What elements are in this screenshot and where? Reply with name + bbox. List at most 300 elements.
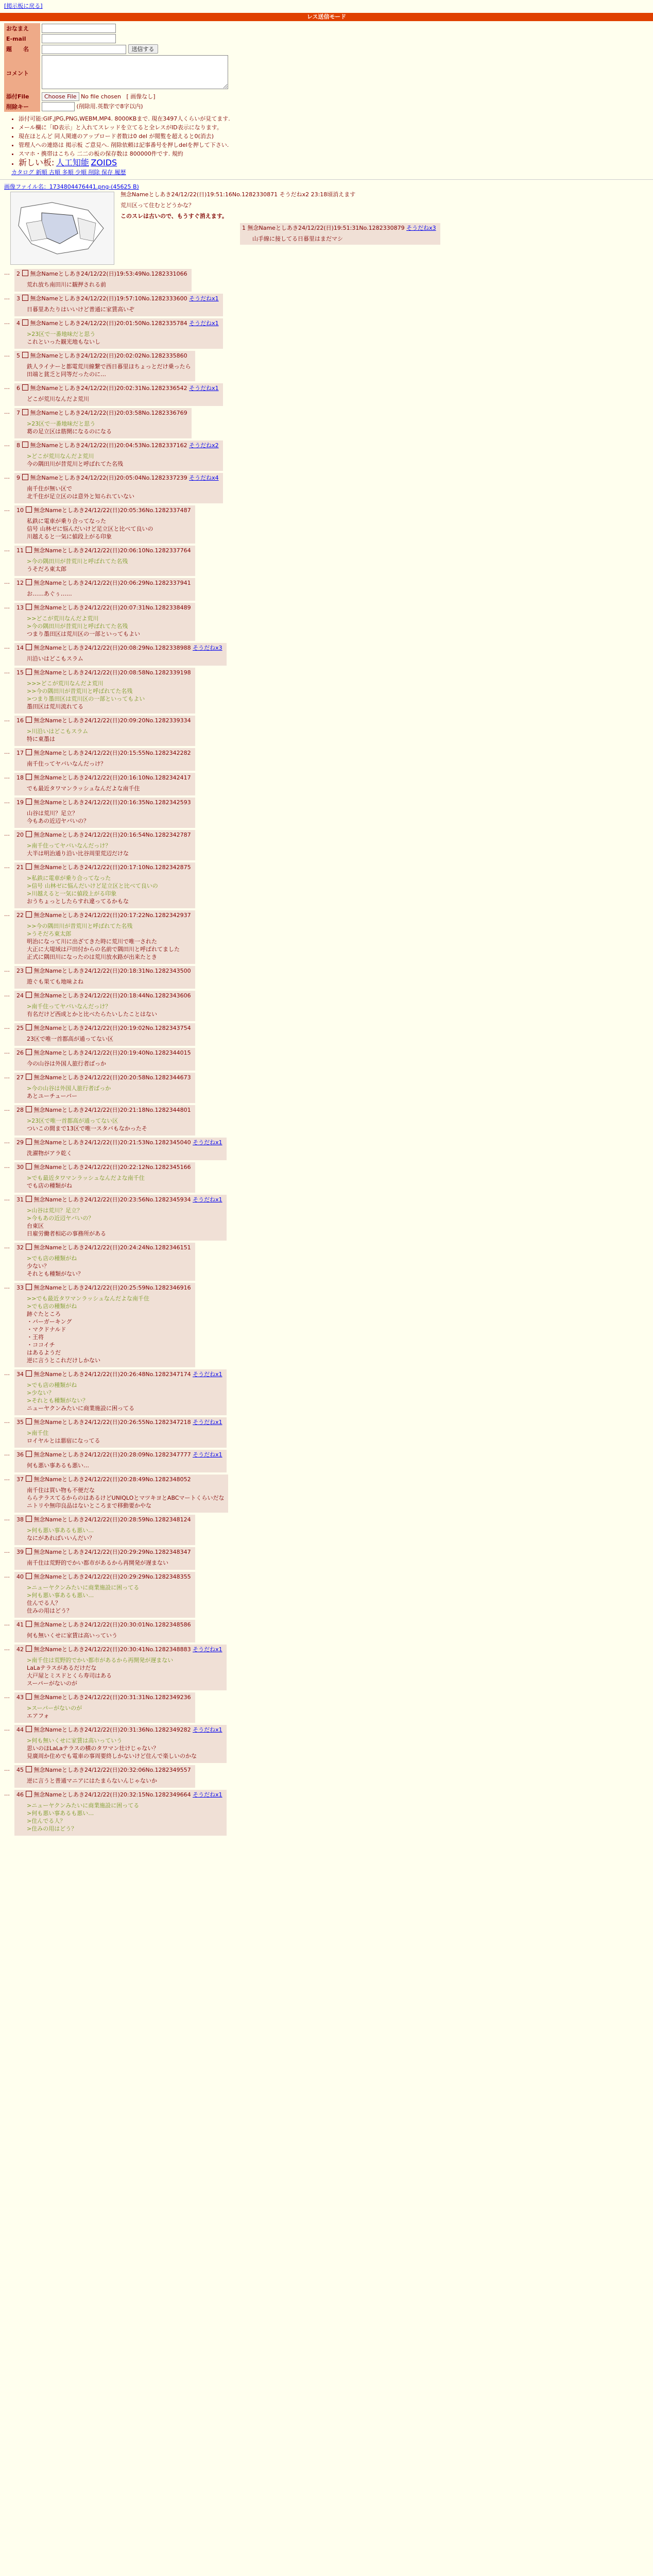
quote-line: >つまり墨田区は荒川区の一部といってもよい [27,696,145,702]
no-image-checkbox-label[interactable]: [ 画像なし] [126,93,156,100]
reply-row [4,1620,653,1642]
reply-line: 今もあの近辺ヤバいの？ [27,818,89,824]
quote-line: >川越えると一気に値段上がる印象 [27,890,117,897]
reply-line: 有名だけど西成とかと比べたらたいしたことはない [27,1011,157,1018]
reply-line: 大半は明治通り沿い比谷周里荒辺だけな [27,850,129,857]
delete-checkbox-icon[interactable] [26,547,32,553]
reply-header [16,1621,191,1629]
quote-line: >住んでる人？ [27,1818,66,1824]
reply-meta: 無念Nameとしあき24/12/22(日)20:05:36No.1282337487 [33,507,191,514]
delete-checkbox-icon[interactable] [26,799,32,805]
reply-meta: 無念Nameとしあき24/12/22(日)20:09:20No.1282339334 [33,717,191,724]
back-to-board-link[interactable]: [掲示板に戻る] [4,3,43,9]
reply-meta: 無念Nameとしあき24/12/22(日)20:31:36No.1282349282 [33,1726,191,1733]
delete-checkbox-icon[interactable] [22,384,28,391]
reply-meta: 無念Nameとしあき24/12/22(日)19:53:49No.1282331066 [30,270,187,277]
delete-checkbox-icon[interactable] [22,270,28,276]
reply-line: おうちょっとしたらすれ違ってるかもな [27,898,129,905]
reply-number: 31 [16,1196,26,1203]
reply-marker: … [4,409,10,415]
reply-meta: 無念Nameとしあき24/12/22(日)20:01:50No.1282335784 [30,320,187,327]
reply-box [14,1162,195,1193]
first-reply-body: 山手線に接してる日暮里はまだマシ [252,235,343,242]
reply-marker: … [4,1790,10,1797]
quote-line: >>今の隅田川が昔荒川と呼ばれてた名残 [27,688,133,694]
note-item: • メール欄に「ID表示」と入れてスレッドを立てると全レスがID表示になります。 [19,124,653,131]
reply-line: 逆に言うとこれだけしかない [27,1357,100,1364]
reply-number: 10 [16,507,26,514]
reply-marker: … [4,506,10,513]
reply-header [16,1163,191,1171]
delete-checkbox-icon[interactable] [22,409,28,415]
sodane-button[interactable]: そうだねx1 [193,1451,222,1458]
reply-line: どこが荒川なんだよ荒川 [27,396,89,402]
reply-body [27,1255,191,1278]
reply-number: 9 [16,474,22,481]
delkey-label: 削除キー [4,101,40,112]
reply-box [14,383,223,406]
reply-line: はあるようだ [27,1349,61,1356]
delete-checkbox-icon[interactable] [26,579,32,585]
subject-input[interactable] [42,45,126,54]
delete-checkbox-icon[interactable] [26,967,32,973]
delete-checkbox-icon[interactable] [22,319,28,326]
reply-line: スーパーがないのが [27,1680,77,1687]
delete-checkbox-icon[interactable] [26,1621,32,1627]
reply-box [14,1195,227,1241]
reply-header [16,1196,222,1204]
sodane-button[interactable]: そうだねx1 [193,1196,222,1203]
reply-number: 13 [16,604,26,611]
delete-checkbox-icon[interactable] [26,1163,32,1170]
reply-line: 私鉄に電車が乗り合ってなった [27,518,106,524]
reply-row [4,1195,653,1241]
delete-checkbox-icon[interactable] [22,442,28,448]
reply-line: 住みの用はどう？ [27,1607,72,1614]
reply-line: 南千住が無い区で [27,485,72,492]
quote-line: >どこが荒川なんだよ荒川 [27,453,94,460]
reply-marker: … [4,1138,10,1145]
delete-checkbox-icon[interactable] [26,1049,32,1055]
reply-row [4,408,653,438]
reply-header [16,1548,191,1556]
reply-marker: … [4,1418,10,1425]
reply-line: 荒れ放ち南田川に観押される前 [27,281,106,288]
reply-header [16,474,219,482]
reply-body [27,1381,222,1412]
delete-checkbox-icon[interactable] [26,1284,32,1290]
reply-meta: 無念Nameとしあき24/12/22(日)20:05:04No.1282337239 [30,474,187,481]
reply-header [16,1370,222,1378]
reply-header [16,1516,191,1523]
reply-line: ・バーガーキング [27,1318,72,1325]
reply-box [14,1692,195,1723]
reply-line: 逆に言うと普通マニアにはたまらないんじゃないか [27,1777,157,1784]
delete-checkbox-icon[interactable] [22,352,28,358]
sodane-button[interactable]: そうだねx1 [189,385,219,392]
delete-checkbox-icon[interactable] [26,1548,32,1554]
reply-body [27,874,191,905]
reply-marker: … [4,546,10,553]
top-bar [0,0,653,10]
sodane-button[interactable]: そうだねx3 [193,645,222,651]
quote-line: >ニューヤクンみたいに商業施設に困ってる [27,1802,140,1809]
reply-marker: … [4,1195,10,1202]
sodane-button[interactable]: そうだねx1 [193,1646,222,1653]
reply-body [27,842,191,857]
delete-checkbox-icon[interactable] [26,863,32,870]
quote-line: >>どこが荒川なんだよ荒川 [27,615,99,622]
submit-button[interactable]: 送信する [128,44,158,54]
reply-meta: 無念Nameとしあき24/12/22(日)20:16:54No.1282342787 [33,832,191,838]
catalog-links: カタログ 新順 古順 多順 少順 削除 保存 履歴 [11,169,126,176]
reply-header [16,1573,191,1581]
reply-row [4,862,653,908]
sodane-button[interactable]: そうだねx1 [189,295,219,302]
subject-label: 題 名 [4,44,40,55]
sodane-button[interactable]: そうだねx1 [193,1139,222,1146]
delete-checkbox-icon[interactable] [26,1516,32,1522]
choose-file-button[interactable]: Choose File [42,92,79,101]
reply-meta: 無念Nameとしあき24/12/22(日)20:02:31No.1282336542 [30,385,187,392]
delete-checkbox-icon[interactable] [26,911,32,918]
reply-row [4,1692,653,1723]
reply-marker: … [4,1620,10,1627]
reply-marker: … [4,1163,10,1170]
reply-body [27,1060,191,1067]
reply-body [27,1777,191,1785]
reply-row [4,294,653,316]
reply-number: 22 [16,912,26,919]
reply-line: 南千住は買い物も不便だな [27,1487,95,1494]
reply-line: つまり墨田区は荒川区の一部といってもよい [27,631,140,637]
reply-row [4,383,653,406]
notes-list [11,115,653,176]
reply-line: でも最近タワマンラッシュなんだよな南千住 [27,785,140,792]
op-warning: このスレは古いので、もうすぐ消えます。 [121,213,228,219]
reply-body [27,420,187,435]
reply-body [27,363,191,378]
reply-line: 思いのほLaLaテラスの横のタワマン壮けじゃない？ [27,1745,159,1752]
reply-line: 23区で唯一首都高が通ってない区 [27,1036,113,1042]
name-label: おなまえ [4,23,40,33]
reply-box [14,473,223,503]
reply-number: 19 [16,799,26,806]
reply-meta: 無念Nameとしあき24/12/22(日)20:19:40No.1282344015 [33,1049,191,1056]
delete-checkbox-icon[interactable] [26,1693,32,1700]
reply-header [16,1244,191,1251]
reply-row [4,578,653,601]
quote-line: >でも店の種類がね [27,1255,77,1262]
reply-header [16,1106,191,1114]
reply-marker: … [4,441,10,448]
reply-header [16,717,191,724]
reply-body [27,1429,222,1445]
reply-meta: 無念Nameとしあき24/12/22(日)20:17:22No.1282342937 [33,912,191,919]
reply-row [4,440,653,471]
reply-number: 7 [16,410,22,416]
reply-body [27,1149,222,1157]
reply-meta: 無念Nameとしあき24/12/22(日)20:21:18No.1282344801 [33,1107,191,1113]
reply-line: 見廣周か住めでも電車の事周要終しかないけど住んで楽しいのかな [27,1753,197,1759]
reply-row [4,1572,653,1618]
delkey-input[interactable] [42,102,75,111]
reply-box [14,408,192,438]
quote-line: >南千住ってヤバいなんだっけ？ [27,1003,111,1010]
reply-box [14,269,192,292]
delete-checkbox-icon[interactable] [26,1418,32,1425]
reply-row [4,1369,653,1415]
reply-body [27,1003,191,1018]
reply-line: LaLaテラスがあるだけだな [27,1665,97,1671]
reply-body [27,281,187,289]
quote-line: >それとも種類がない？ [27,1397,89,1404]
quote-line: >スーパーがないのが [27,1705,82,1711]
quote-line: >>でも最近タワマンラッシュなんだよな南千住 [27,1295,149,1302]
delete-checkbox-icon[interactable] [26,1646,32,1652]
reply-number: 34 [16,1371,26,1378]
email-input[interactable] [42,34,116,43]
reply-marker: … [4,1370,10,1377]
delete-checkbox-icon[interactable] [26,717,32,723]
sodane-button[interactable]: そうだねx1 [193,1371,222,1378]
reply-header [16,1791,222,1799]
comment-textarea[interactable] [42,55,228,89]
reply-number: 26 [16,1049,26,1056]
reply-box [14,578,195,601]
reply-body [27,395,219,403]
delete-checkbox-icon[interactable] [26,1196,32,1202]
quote-line: >でも店の種類がね [27,1382,77,1388]
reply-row [4,830,653,860]
thread-image[interactable] [10,192,114,265]
reply-marker: … [4,351,10,358]
reply-body [27,785,191,792]
delete-checkbox-icon[interactable] [26,1139,32,1145]
reply-box [14,716,195,746]
reply-header [16,1726,222,1734]
reply-line: 特に東墨は [27,736,55,742]
reply-header [16,1024,191,1032]
reply-box [14,1073,195,1103]
reply-row [4,1073,653,1103]
reply-header [16,1476,224,1483]
delete-checkbox-icon[interactable] [26,644,32,650]
reply-row [4,1515,653,1545]
delete-checkbox-icon[interactable] [26,1573,32,1579]
reply-marker: … [4,319,10,326]
reply-header [16,1074,191,1081]
reply-number: 27 [16,1074,26,1081]
thread [0,183,653,1836]
reply-marker: … [4,716,10,723]
reply-number: 23 [16,968,26,974]
delete-checkbox-icon[interactable] [26,749,32,755]
reply-box [14,643,227,666]
reply-meta: 無念Nameとしあき24/12/22(日)20:02:02No.1282335860 [30,352,187,359]
reply-line: 何も無いくせに家賃は高いっていう [27,1632,117,1639]
reply-marker: … [4,1725,10,1732]
reply-box [14,351,195,381]
reply-body [27,517,191,540]
reply-row [4,269,653,292]
reply-row [4,1048,653,1071]
reply-box [14,1417,227,1448]
reply-box [14,910,195,964]
reply-number: 43 [16,1694,26,1701]
reply-row [4,1725,653,1763]
quote-line: >信号 山林ゼに悩んだいけど足立区と比べて良いの [27,883,158,889]
reply-marker: … [4,1548,10,1554]
note-item: • 現在ほとんど 同人関連のアップロード者数は0 del が閲覧を超えると0(消去) [19,132,653,140]
reply-number: 12 [16,580,26,586]
reply-body [27,1737,222,1760]
reply-body [27,655,222,663]
reply-row [4,716,653,746]
reply-marker: … [4,1024,10,1030]
reply-line: 住んでる人？ [27,1600,61,1606]
reply-meta: 無念Nameとしあき24/12/22(日)20:29:29No.1282348355 [33,1573,191,1580]
reply-line: ニューヤクンみたいに商業施設に困ってる [27,1405,134,1412]
reply-header [16,1766,191,1774]
reply-meta: 無念Nameとしあき24/12/22(日)20:08:58No.1282339198 [33,669,191,676]
reply-number: 24 [16,992,26,999]
reply-header [16,1139,222,1146]
reply-row [4,603,653,641]
reply-body [27,306,219,313]
reply-number: 45 [16,1767,26,1773]
reply-meta: 無念Nameとしあき24/12/22(日)20:06:29No.1282337941 [33,580,191,586]
reply-row [4,1790,653,1836]
delete-checkbox-icon[interactable] [26,1244,32,1250]
delete-checkbox-icon[interactable] [26,1451,32,1457]
delete-checkbox-icon[interactable] [22,474,28,480]
delete-checkbox-icon[interactable] [26,1791,32,1797]
reply-line: エアフォ [27,1713,49,1719]
image-filename: 画像ファイル名：1734804476441.png-(45625 B) [4,183,139,190]
reply-header [16,295,219,302]
reply-meta: 無念Nameとしあき24/12/22(日)20:08:29No.1282338988 [33,645,191,651]
reply-box [14,1790,227,1836]
reply-line: それとも種類がない？ [27,1270,83,1277]
reply-body [27,1704,191,1720]
delete-checkbox-icon[interactable] [26,669,32,675]
reply-meta: 無念Nameとしあき24/12/22(日)20:24:24No.1282346151 [33,1244,191,1251]
reply-body [27,1117,191,1132]
quote-line: >でも最近タワマンラッシュなんだよな南千住 [27,1175,145,1181]
reply-body [27,1295,191,1364]
reply-number: 17 [16,750,26,756]
delete-checkbox-icon[interactable] [26,1024,32,1030]
reply-box [14,1645,227,1690]
reply-body [27,727,191,743]
reply-line: 今の山谷は外国人旅行者ばっか [27,1060,106,1067]
delete-checkbox-icon[interactable] [26,506,32,513]
sodane-button[interactable]: そうだねx1 [189,320,219,327]
reply-line: 日暮里あたりはいいけど普通に家賃高いぞ [27,306,134,313]
quote-line: >私鉄に電車が乗り合ってなった [27,875,111,882]
reply-row [4,1645,653,1690]
file-label: 添付File [4,92,40,101]
sodane-button[interactable]: そうだねx1 [193,1791,222,1798]
quote-line: >今の隅田川が昔荒川と呼ばれてた名残 [27,558,128,565]
reply-meta: 無念Nameとしあき24/12/22(日)20:15:55No.1282342282 [33,750,191,756]
delete-checkbox-icon[interactable] [26,1074,32,1080]
reply-meta: 無念Nameとしあき24/12/22(日)19:57:10No.1282333600 [30,295,187,302]
sodane-button[interactable]: そうだねx3 [406,225,436,231]
reply-body [27,590,191,598]
reply-body [27,680,191,710]
delete-checkbox-icon[interactable] [26,774,32,780]
quote-line: >23区で唯一首都高が通ってない区 [27,1117,118,1124]
reply-line: 正式に隅田川になったのは荒川放水路が出来たとき [27,954,157,960]
reply-line: 少ない？ [27,1263,49,1269]
reply-header [16,442,219,449]
reply-row [4,1450,653,1472]
reply-body [27,809,191,825]
delete-checkbox-icon[interactable] [26,1106,32,1112]
reply-body [27,1527,191,1542]
delete-checkbox-icon[interactable] [26,604,32,610]
reply-box [14,1572,195,1618]
reply-number: 32 [16,1244,26,1251]
reply-number: 20 [16,832,26,838]
reply-row [4,546,653,576]
reply-row [4,773,653,795]
reply-header [16,506,191,514]
reply-row [4,1765,653,1788]
reply-number: 6 [16,385,22,392]
zoids-board-link[interactable]: ZOIDS [91,158,117,167]
sodane-button[interactable]: そうだねx1 [193,1726,222,1733]
delete-checkbox-icon[interactable] [26,831,32,837]
reply-number: 40 [16,1573,26,1580]
reply-box [14,1369,227,1415]
ai-board-link[interactable]: 人工知能 [56,158,89,167]
reply-box [14,505,195,544]
delete-checkbox-icon[interactable] [22,295,28,301]
delete-checkbox-icon[interactable] [26,1766,32,1772]
reply-line: 川沿いはどこもスラム [27,655,83,662]
reply-header [16,967,191,975]
quote-line: >南千住 [27,1430,49,1436]
reply-marker: … [4,1645,10,1652]
reply-header [16,547,191,554]
sodane-button[interactable]: そうだねx2 [189,442,219,449]
reply-number: 39 [16,1549,26,1555]
sodane-button[interactable]: そうだねx1 [193,1419,222,1426]
reply-list [4,269,653,1836]
reply-number: 14 [16,645,26,651]
delete-checkbox-icon[interactable] [26,992,32,998]
reply-meta: 無念Nameとしあき24/12/22(日)20:06:10No.1282337764 [33,547,191,554]
reply-box [14,294,223,316]
delete-checkbox-icon[interactable] [26,1476,32,1482]
reply-marker: … [4,643,10,650]
reply-line: ・マクドナルド [27,1326,66,1333]
reply-meta: 無念Nameとしあき24/12/22(日)20:17:10No.1282342875 [33,864,191,871]
name-input[interactable] [42,24,116,33]
delete-checkbox-icon[interactable] [26,1726,32,1732]
reply-line: 台東区 [27,1223,44,1229]
quote-line: >何も無いくせに家賃は高いっていう [27,1737,123,1744]
reply-body [27,922,191,961]
delete-checkbox-icon[interactable] [26,1370,32,1377]
reply-meta: 無念Nameとしあき24/12/22(日)20:28:49No.1282348052 [33,1476,191,1483]
reply-line: 信号 山林ゼに悩んだいけど足立区と比べて良いの [27,526,153,532]
sodane-button[interactable]: そうだねx4 [189,474,219,481]
reply-header [16,749,191,757]
